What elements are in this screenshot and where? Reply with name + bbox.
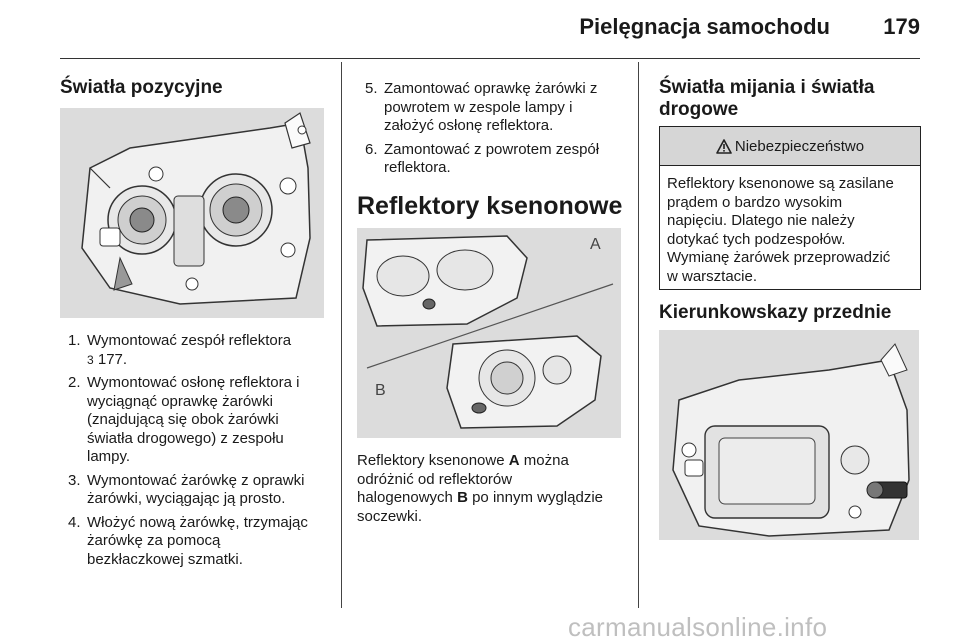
caption-text: odróżnić od reflektorów [357,470,513,488]
steps-list-left [60,332,336,574]
step-text: światła drogowego) z zespołu [87,429,284,447]
steps-list-middle [357,80,632,183]
step-text: reflektora. [384,159,451,176]
step-number: 6. [365,140,378,158]
section-title-front-turn-signals: Kierunkowskazy przednie [659,302,892,323]
step-text: Wymontować żarówkę z oprawki [87,471,305,489]
step-text: żarówki, wyciągając ją prosto. [87,490,286,507]
page-number: 179 [883,14,920,39]
headlamp-rear-illustration [60,108,324,318]
step-text: Włożyć nową żarówkę, trzymając [87,513,308,531]
headlights-comparison-drawing [357,228,621,438]
warning-text-line: dotykać tych podzespołów. [667,230,846,248]
caption-label-b: B [457,489,468,506]
step-text: wyciągnąć oprawkę żarówki [87,392,273,410]
caption-text: Reflektory ksenonowe [357,452,509,469]
section-title-xenon-headlights: Reflektory ksenonowe [357,192,623,220]
section-title-line: Światła mijania i światła [659,77,875,98]
warning-text-line: Reflektory ksenonowe są zasilane [667,175,894,192]
warning-text [660,166,920,286]
list-item [60,374,336,467]
step-number: 3. [68,471,81,489]
step-number: 5. [365,80,378,97]
step-number: 4. [68,513,81,531]
step-text: lampy. [87,448,131,465]
list-item [60,514,336,570]
section-title-low-high-beam [659,77,874,121]
warning-triangle-icon [716,139,732,154]
warning-heading: Niebezpieczeństwo [734,137,865,155]
column-divider-right [638,62,639,608]
list-item [60,332,336,369]
step-text: Zamontować z powrotem zespół [384,140,600,158]
step-number: 2. [68,374,81,391]
turn-signal-drawing [659,330,919,540]
section-title-parking-lights: Światła pozycyjne [60,77,223,98]
column-divider-left [341,62,342,608]
step-text: powrotem w zespole lampy i [384,98,573,116]
caption-label-a: A [508,452,520,469]
step-text: Wymontować osłonę reflektora i [87,374,300,391]
page-header [60,0,920,59]
page-ref-arrow-icon: 3 [87,352,94,367]
danger-warning-box [659,126,921,290]
warning-text-line: Wymianę żarówek przeprowadzić [667,249,891,266]
step-number: 1. [68,332,81,349]
list-item [357,141,632,178]
xenon-caption [357,452,637,526]
figure-label-a: A [590,236,601,253]
page-title: Pielęgnacja samochodu [579,14,830,39]
section-title-line: drogowe [659,99,739,120]
turn-signal-illustration [659,330,919,540]
list-item [60,472,336,509]
step-text: żarówkę za pomocą [87,532,221,549]
warning-header [660,127,920,166]
headlamp-rear-drawing [60,108,324,318]
caption-text: halogenowych [357,489,458,506]
step-text: bezkłaczkowej szmatki. [87,550,243,568]
caption-text: soczewki. [357,507,423,525]
caption-text: można [519,452,569,469]
figure-label-b: B [375,382,386,399]
step-text: (znajdującą się obok żarówki [87,411,279,428]
xenon-halogen-comparison-illustration [357,228,621,438]
watermark: carmanualsonline.info [568,612,828,642]
list-item [357,80,632,136]
step-text: założyć osłonę reflektora. [384,117,554,134]
step-text: Wymontować zespół reflektora [87,332,292,349]
step-text: Zamontować oprawkę żarówki z [384,80,598,97]
caption-text: po innym wyglądzie [467,489,603,506]
warning-text-line: napięciu. Dlatego nie należy [667,212,855,229]
page-reference[interactable]: 177. [97,350,128,368]
warning-text-line: w warsztacie. [667,267,758,285]
warning-text-line: prądem o bardzo wysokim [667,193,843,211]
